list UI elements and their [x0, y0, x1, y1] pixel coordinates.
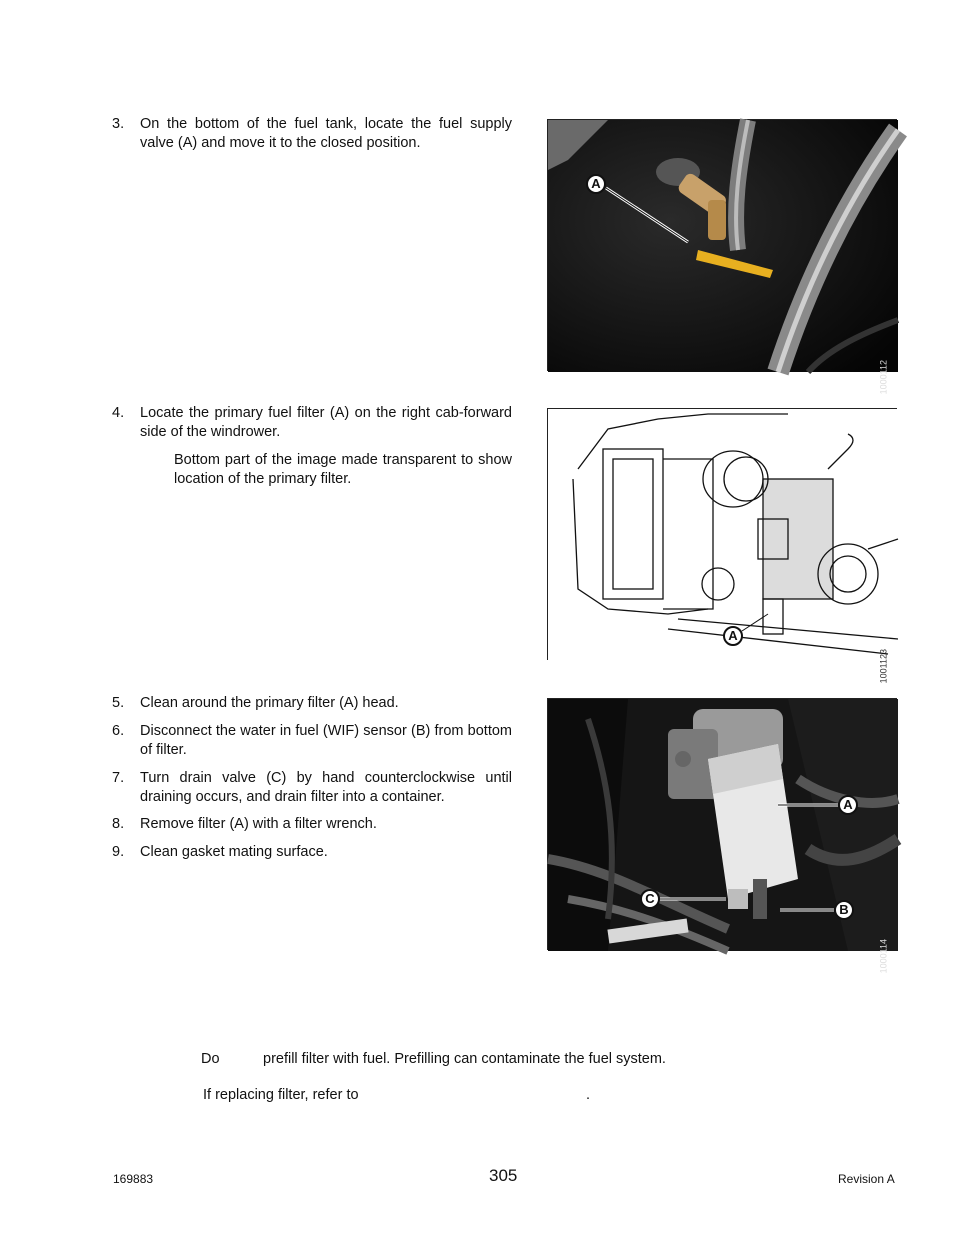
step-number: 9. [112, 844, 125, 860]
leader-lines [548, 699, 898, 951]
figure-primary-filter [547, 698, 897, 974]
step-text: On the bottom of the fuel tank, locate the fuel supply valve (A) and move it to the closed position. [140, 116, 512, 151]
step-7 [112, 769, 512, 807]
important-do: Do [201, 1051, 220, 1067]
callout-a: A [723, 626, 743, 646]
step-text: Locate the primary fuel filter (A) on the right cab-forward side of the windrower. [140, 405, 512, 440]
step-4 [112, 404, 512, 442]
page-number: 305 [489, 1166, 518, 1185]
step-number: 3. [112, 116, 125, 132]
step-text: Remove filter (A) with a filter wrench. [140, 816, 377, 832]
doc-number: 169883 [113, 1172, 154, 1186]
figure-fuel-supply-valve [547, 119, 897, 395]
note-text: If replacing filter, refer to [203, 1087, 359, 1103]
step-text: Clean gasket mating surface. [140, 844, 328, 860]
step-number: 8. [112, 816, 125, 832]
step-text: Clean around the primary filter (A) head. [140, 695, 399, 711]
step-4-note: Bottom part of the image made transparent to show location of the primary filter. [174, 452, 512, 487]
step-9 [112, 843, 512, 862]
leader-line [548, 120, 898, 372]
callout-a: A [586, 174, 606, 194]
callout-b: B [834, 900, 854, 920]
step-text: Turn drain valve (C) by hand counterclockwise until draining occurs, and drain filter into a container. [140, 770, 512, 805]
step-number: 4. [112, 405, 125, 421]
callout-c: C [640, 889, 660, 909]
note-period: . [586, 1087, 591, 1103]
important-text: prefill filter with fuel. Prefilling can contaminate the fuel system. [263, 1051, 666, 1067]
step-number: 6. [112, 723, 125, 739]
figure-id: 1000112 [878, 360, 888, 395]
revision: Revision A [838, 1172, 895, 1186]
step-8 [112, 815, 512, 834]
step-6 [112, 722, 512, 760]
figure-id: 1001123 [878, 649, 888, 684]
callout-a: A [838, 795, 858, 815]
leader-line [548, 409, 898, 661]
step-number: 5. [112, 695, 125, 711]
step-3 [112, 115, 512, 153]
figure-engine-drawing [547, 408, 897, 684]
step-5 [112, 694, 512, 713]
step-text: Disconnect the water in fuel (WIF) sensor (B) from bottom of filter. [140, 723, 512, 758]
figure-id: 1000114 [878, 939, 888, 974]
step-number: 7. [112, 770, 125, 786]
